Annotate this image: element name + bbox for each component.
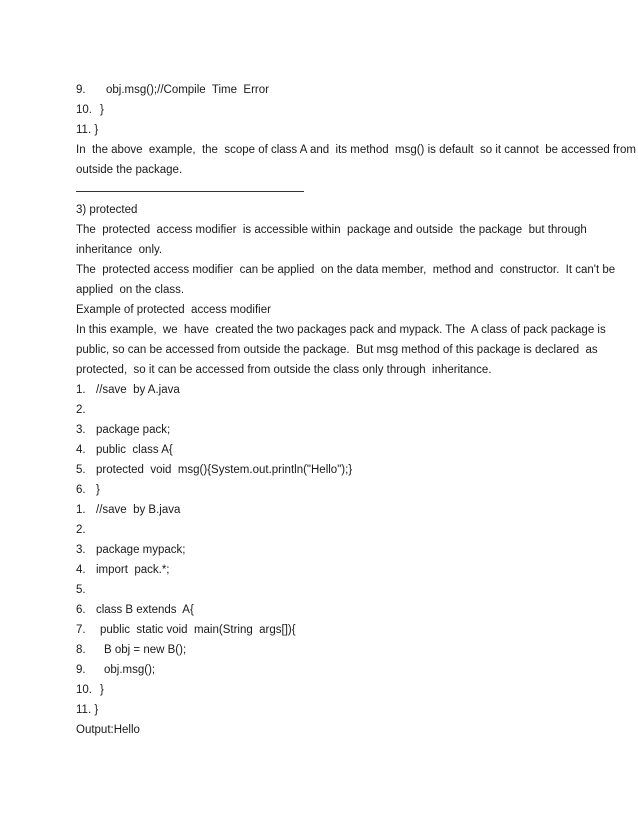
paragraph-line: inheritance only. — [76, 244, 163, 256]
line-text: obj.msg(); — [104, 664, 156, 676]
line-number: 6. — [76, 604, 86, 616]
paragraph-line: The protected access modifier can be applied on the data member, method and constructor. It can't be — [76, 264, 616, 276]
horizontal-rule — [76, 191, 304, 192]
code-line — [76, 703, 98, 717]
code-line — [76, 543, 186, 557]
line-number: 4. — [76, 564, 86, 576]
line-number: 5. — [76, 584, 86, 596]
line-number: 10. — [76, 104, 92, 116]
line-number: 1. — [76, 384, 86, 396]
line-number: 3. — [76, 544, 86, 556]
line-number: 5. — [76, 464, 86, 476]
code-line — [76, 583, 96, 597]
line-text: public class A{ — [96, 444, 173, 456]
line-number: 1. — [76, 504, 86, 516]
paragraph-line: protected, so it can be accessed from outside the class only through inheritance. — [76, 364, 492, 376]
line-text: } — [96, 484, 100, 496]
code-line — [76, 483, 100, 497]
code-line — [76, 663, 155, 677]
line-number: 6. — [76, 484, 86, 496]
code-line — [76, 123, 98, 137]
line-number: 9. — [76, 664, 86, 676]
line-text: } — [100, 684, 104, 696]
code-line — [76, 683, 104, 697]
code-line — [76, 383, 180, 397]
paragraph-line: Example of protected access modifier — [76, 304, 271, 316]
line-text: } — [94, 124, 99, 136]
code-line — [76, 463, 352, 477]
line-number: 11. — [76, 124, 92, 136]
code-line — [76, 503, 180, 517]
line-number: 9. — [76, 84, 86, 96]
line-text: package pack; — [96, 424, 171, 436]
code-line — [76, 603, 194, 617]
paragraph-line: public, so can be accessed from outside the package. But msg method of this package is declared as — [76, 344, 598, 356]
code-line — [76, 443, 173, 457]
line-text: protected void msg(){System.out.println("Hello");} — [96, 464, 353, 476]
line-text: } — [100, 104, 104, 116]
line-number: 11. — [76, 704, 92, 716]
paragraph-line: In this example, we have created the two packages pack and mypack. The A class of pack package is — [76, 324, 606, 336]
paragraph-line: The protected access modifier is accessible within package and outside the package but through — [76, 224, 587, 236]
line-number: 2. — [76, 524, 86, 536]
code-line — [76, 423, 170, 437]
line-text: //save by B.java — [96, 504, 181, 516]
line-number: 4. — [76, 444, 86, 456]
line-text: import pack.*; — [96, 564, 170, 576]
code-line — [76, 643, 186, 657]
line-text: class B extends A{ — [96, 604, 194, 616]
code-line — [76, 403, 96, 417]
line-text: B obj = new B(); — [104, 644, 187, 656]
code-line — [76, 563, 170, 577]
line-number: 10. — [76, 684, 92, 696]
code-line — [76, 103, 104, 117]
paragraph-line: In the above example, the scope of class A and its method msg() is default so it cannot be accessed from — [76, 144, 636, 156]
line-number: 2. — [76, 404, 86, 416]
line-text: obj.msg();//Compile Time Error — [106, 84, 269, 96]
section-heading: 3) protected — [76, 204, 138, 216]
line-number: 7. — [76, 624, 86, 636]
line-text: public static void main(String args[]){ — [100, 624, 296, 636]
line-number: 3. — [76, 424, 86, 436]
paragraph-line: applied on the class. — [76, 284, 185, 296]
line-number: 8. — [76, 644, 86, 656]
line-text: } — [94, 704, 99, 716]
line-text: package mypack; — [96, 544, 186, 556]
code-line — [76, 83, 269, 97]
code-line — [76, 623, 296, 637]
code-line — [76, 523, 96, 537]
line-text: //save by A.java — [96, 384, 180, 396]
paragraph-line: outside the package. — [76, 164, 183, 176]
output-line: Output:Hello — [76, 724, 140, 736]
